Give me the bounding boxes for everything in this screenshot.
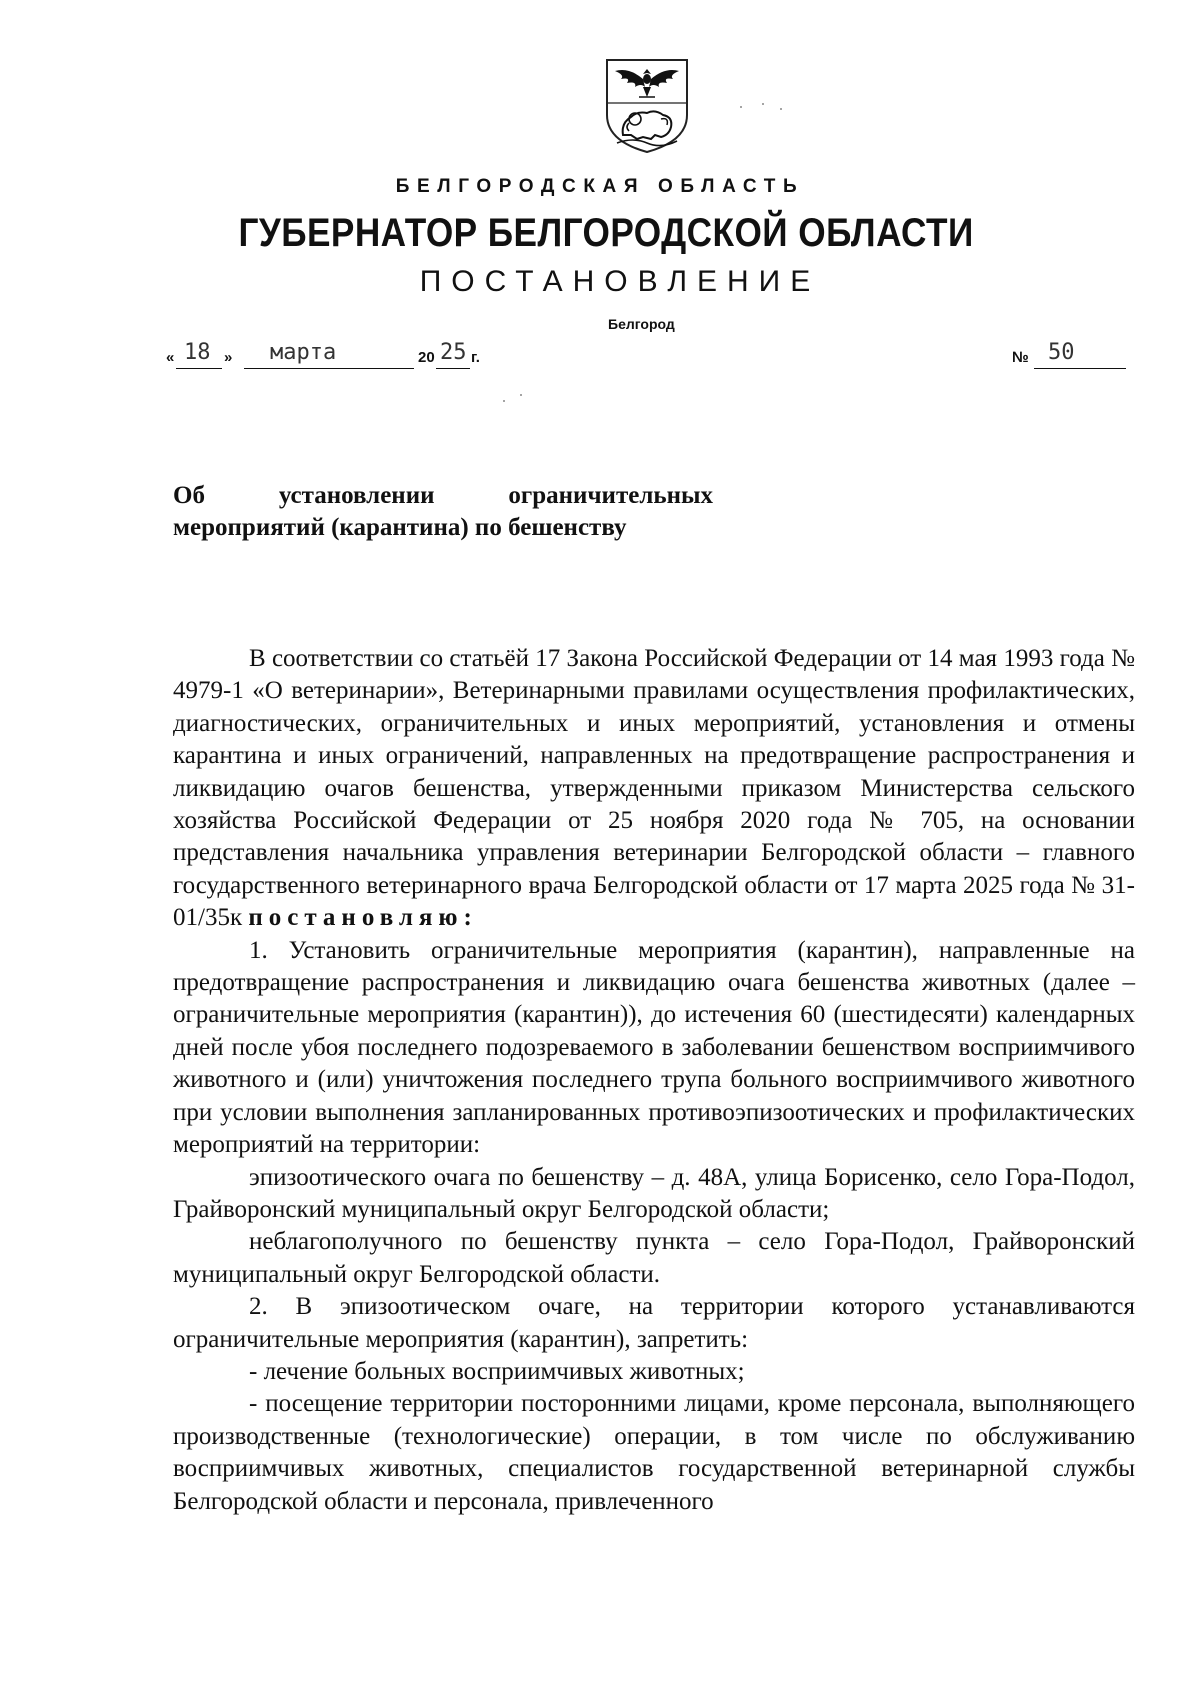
number-value: 50: [1048, 340, 1075, 365]
preamble-paragraph: [173, 643, 1135, 935]
subject-line-1: Об установлении ограничительных: [173, 482, 713, 509]
scan-speck: [520, 394, 522, 396]
authority-title: ГУБЕРНАТОР БЕЛГОРОДСКОЙ ОБЛАСТИ: [238, 211, 974, 255]
date-month: марта: [270, 340, 337, 365]
region-title: БЕЛГОРОДСКАЯ ОБЛАСТЬ: [395, 176, 805, 197]
item-2-visits-paragraph: - посещение территории посторонними лицами, кроме персонала, выполняющего производственные (технологические) операции, в том числе по обслуживанию восприимчивых животных, специалистов государственной ветеринарной службы Белгородской области и персонала, привлеченного: [173, 1390, 1135, 1515]
date-open-quote: «: [166, 349, 175, 366]
date-month-underline: [244, 368, 414, 369]
document-type: ПОСТАНОВЛЕНИЕ: [419, 265, 821, 298]
decree-body: [173, 643, 1135, 1518]
scan-speck: [503, 400, 505, 402]
number-underline: [1034, 368, 1126, 369]
coat-of-arms-emblem: [603, 57, 691, 155]
date-day-underline: [176, 368, 222, 369]
item-1-outbreak-paragraph: эпизоотического очага по бешенству – д. 48А, улица Борисенко, село Гора-Подол, Грайворонский муниципальный округ Белгородской области;: [173, 1163, 1135, 1223]
date-close-quote: »: [224, 349, 233, 366]
decree-subject: [173, 480, 713, 544]
date-year-underline: [436, 368, 470, 369]
date-day: 18: [184, 340, 211, 365]
item-2-treatment-paragraph: - лечение больных восприимчивых животных;: [249, 1357, 745, 1385]
number-label: №: [1012, 349, 1029, 366]
scan-speck: [780, 108, 782, 110]
preamble-text: В соответствии со статьёй 17 Закона Российской Федерации от 14 мая 1993 года № 4979-1 «О ветеринарии», Ветеринарными правилами осуществления профилактических, диагностических, ограничительных и иных мероприятий, установления и отмены карантина и иных ограничений, направленных на предотвращение распространения и ликвидацию очагов бешенства, утвержденными приказом Министерства сельского хозяйства Российской Федерации от 25 ноября 2020 года № 705, на основании представления начальника управления ветеринарии Белгородской области – главного государственного ветеринарного врача Белгородской области от 17 марта 2025 года № 31-01/35к: [173, 645, 1135, 932]
subject-line-2: мероприятий (карантина) по бешенству: [173, 514, 627, 541]
city-label: Белгород: [608, 316, 675, 332]
scan-speck: [740, 106, 742, 108]
scan-speck: [762, 103, 764, 105]
date-year-mark: г.: [471, 349, 480, 366]
date-year-prefix: 20: [418, 349, 435, 366]
item-1-settlement-paragraph: неблагополучного по бешенству пункта – село Гора-Подол, Грайворонский муниципальный округ Белгородской области.: [173, 1228, 1135, 1288]
decree-word: постановляю:: [248, 904, 478, 932]
item-1-paragraph: 1. Установить ограничительные мероприятия (карантин), направленные на предотвращение распространения и ликвидацию очага бешенства животных (далее – ограничительные мероприятия (карантин)), до истечения 60 (шестидесяти) календарных дней после убоя последнего подозреваемого в заболевании бешенством восприимчивого животного и (или) уничтожения последнего трупа больного восприимчивого животного при условии выполнения запланированных противоэпизоотических и профилактических мероприятий на территории:: [173, 936, 1135, 1159]
date-year-suffix: 25: [440, 340, 467, 365]
item-2-paragraph: 2. В эпизоотическом очаге, на территории которого устанавливаются ограничительные мероприятия (карантин), запретить:: [173, 1293, 1135, 1353]
